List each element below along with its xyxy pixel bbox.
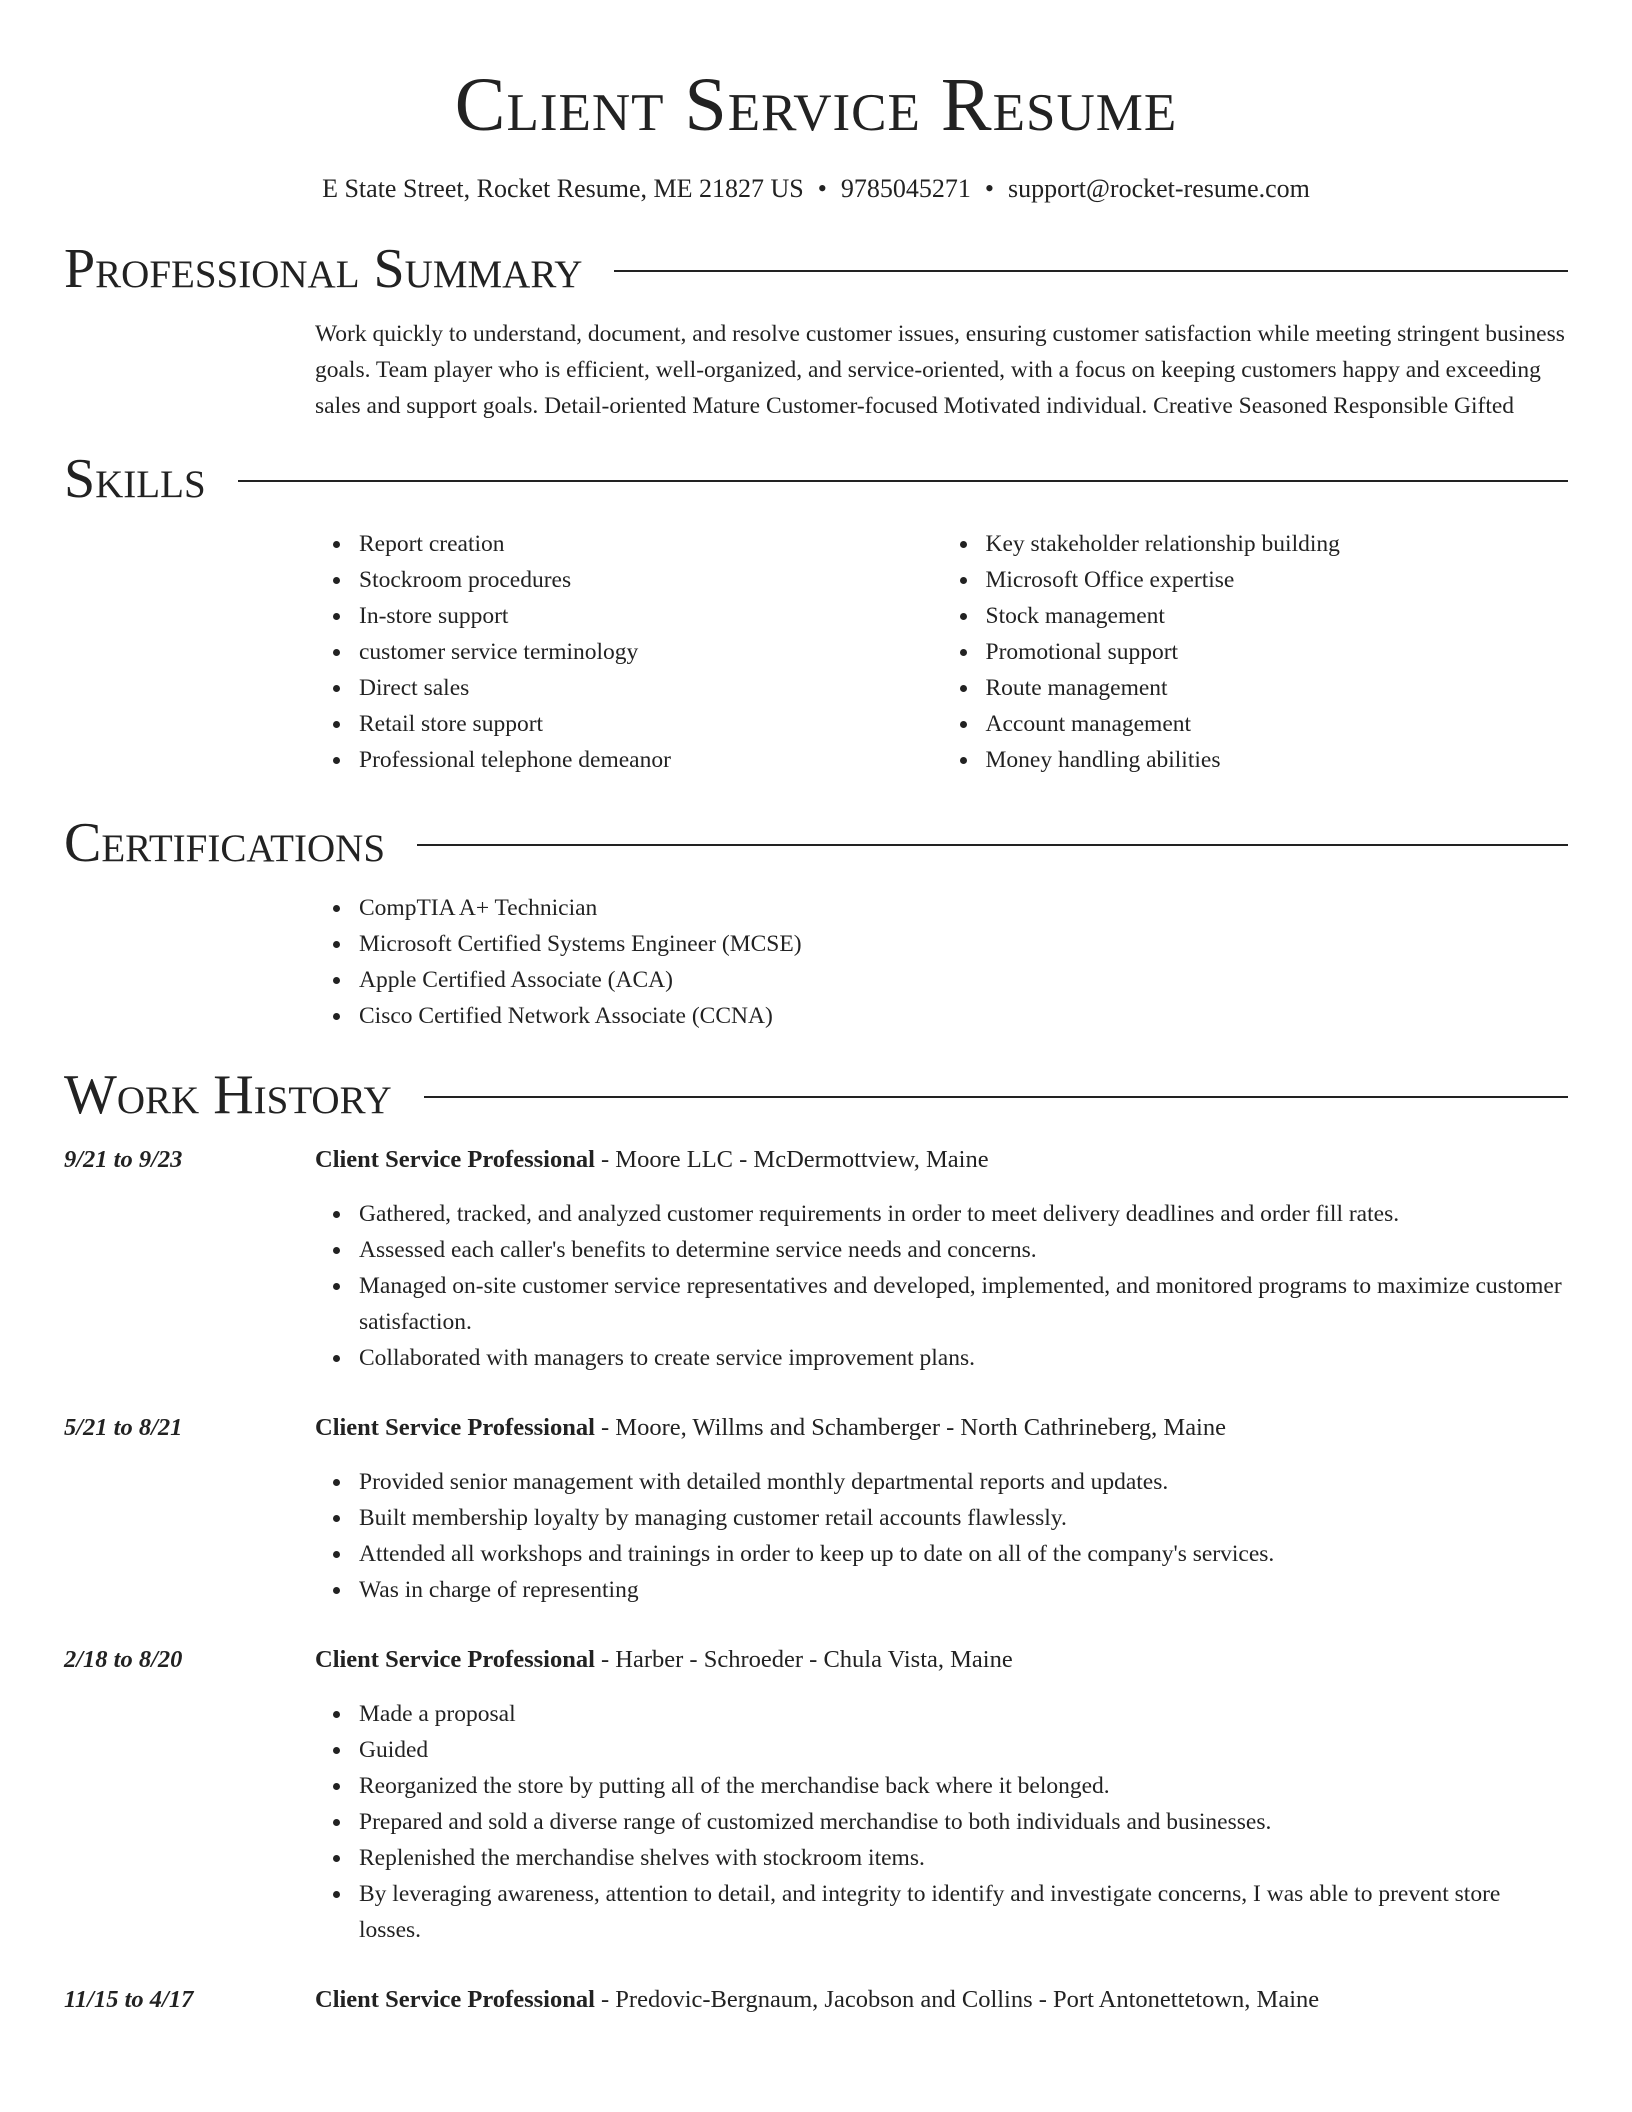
summary-heading-row <box>64 234 1568 304</box>
job-title-line <box>315 1410 1226 1446</box>
job-duty: Made a proposal <box>359 1696 1568 1732</box>
skills-columns <box>315 526 1568 778</box>
certification-item: Apple Certified Associate (ACA) <box>359 962 1568 998</box>
skill-item: Key stakeholder relationship building <box>986 526 1569 562</box>
job-body <box>315 1696 1568 1948</box>
certifications-list <box>315 890 1568 1034</box>
job-entry <box>64 1642 1568 1948</box>
job-duty: Reorganized the store by putting all of the merchandise back where it belonged. <box>359 1768 1568 1804</box>
job-header <box>64 1410 1568 1446</box>
summary-section <box>64 234 1568 424</box>
skills-list-left <box>315 526 942 778</box>
contact-email: support@rocket-resume.com <box>1007 174 1310 203</box>
job-entry <box>64 1410 1568 1608</box>
job-dates: 5/21 to 8/21 <box>64 1414 183 1441</box>
section-rule <box>424 1096 1568 1098</box>
job-dates: 2/18 to 8/20 <box>64 1646 183 1673</box>
job-duty: Gathered, tracked, and analyzed customer requirements in order to meet delivery deadlines and order fill rates. <box>359 1196 1568 1232</box>
job-dates: 11/15 to 4/17 <box>64 1986 194 2013</box>
certifications-heading-row <box>64 808 1568 878</box>
contact-phone: 9785045271 <box>840 174 971 203</box>
certifications-body <box>315 890 1568 1034</box>
resume-title: Client Service Resume <box>454 63 1178 147</box>
job-title: Client Service Professional <box>315 1414 595 1441</box>
skill-item: Microsoft Office expertise <box>986 562 1569 598</box>
contact-address: E State Street, Rocket Resume, ME 21827 US <box>322 174 804 203</box>
section-rule <box>238 480 1568 482</box>
job-employer: - Harber - Schroeder - Chula Vista, Maine <box>594 1646 1013 1673</box>
job-duty: Provided senior management with detailed monthly departmental reports and updates. <box>359 1464 1568 1500</box>
job-duty: Replenished the merchandise shelves with stockroom items. <box>359 1840 1568 1876</box>
summary-text: Work quickly to understand, document, and resolve customer issues, ensuring customer satisfaction while meeting stringent business goals. Team player who is efficient, well-organized, and service-oriented, with a focus on keeping customers happy and exceeding sales and support goals. Detail-oriented Mature Customer-focused Motivated individual. Creative Seasoned Responsible Gifted <box>315 321 1565 419</box>
certification-item: Microsoft Certified Systems Engineer (MCSE) <box>359 926 1568 962</box>
certification-item: Cisco Certified Network Associate (CCNA) <box>359 998 1568 1034</box>
certification-item: CompTIA A+ Technician <box>359 890 1568 926</box>
contact-separator: • <box>817 174 827 203</box>
resume-page <box>64 0 1568 2018</box>
job-employer: - Moore, Willms and Schamberger - North Cathrineberg, Maine <box>594 1414 1226 1441</box>
skills-section <box>64 444 1568 778</box>
job-body <box>315 1464 1568 1608</box>
section-rule <box>614 270 1568 272</box>
job-employer: - Predovic-Bergnaum, Jacobson and Collins - Port Antonettetown, Maine <box>594 1986 1320 2013</box>
skill-item: Promotional support <box>986 634 1569 670</box>
skill-item: Stockroom procedures <box>359 562 942 598</box>
job-title-line <box>315 1982 1319 2018</box>
job-title-line <box>315 1642 1013 1678</box>
job-duty: Built membership loyalty by managing customer retail accounts flawlessly. <box>359 1500 1568 1536</box>
summary-body <box>315 316 1568 424</box>
skill-item: customer service terminology <box>359 634 942 670</box>
job-header <box>64 1982 1568 2018</box>
job-header <box>64 1142 1568 1178</box>
job-duties <box>315 1196 1568 1376</box>
certifications-heading: Certifications <box>64 812 386 874</box>
summary-heading: Professional Summary <box>64 238 583 300</box>
job-duty: Managed on-site customer service representatives and developed, implemented, and monitored programs to maximize customer satisfaction. <box>359 1268 1568 1340</box>
work-history-section <box>64 1060 1568 2018</box>
job-entry <box>64 1982 1568 2018</box>
skill-item: Retail store support <box>359 706 942 742</box>
skill-item: Direct sales <box>359 670 942 706</box>
job-body <box>315 1196 1568 1376</box>
skill-item: Stock management <box>986 598 1569 634</box>
job-duty: Was in charge of representing <box>359 1572 1568 1608</box>
job-duty: Prepared and sold a diverse range of customized merchandise to both individuals and businesses. <box>359 1804 1568 1840</box>
contact-line <box>64 172 1568 206</box>
job-employer: - Moore LLC - McDermottview, Maine <box>594 1146 989 1173</box>
work-history-heading-row <box>64 1060 1568 1130</box>
section-rule <box>417 844 1568 846</box>
job-duty: Guided <box>359 1732 1568 1768</box>
job-title: Client Service Professional <box>315 1146 595 1173</box>
job-title-line <box>315 1142 989 1178</box>
work-history-heading: Work History <box>64 1064 392 1126</box>
job-duties <box>315 1464 1568 1608</box>
job-header <box>64 1642 1568 1678</box>
skills-list-right <box>942 526 1569 778</box>
job-entry <box>64 1142 1568 1376</box>
job-title: Client Service Professional <box>315 1986 595 2013</box>
job-duty: Assessed each caller's benefits to determine service needs and concerns. <box>359 1232 1568 1268</box>
skill-item: Money handling abilities <box>986 742 1569 778</box>
skills-heading: Skills <box>64 448 206 510</box>
certifications-section <box>64 808 1568 1034</box>
job-dates: 9/21 to 9/23 <box>64 1146 183 1173</box>
job-duty: By leveraging awareness, attention to detail, and integrity to identify and investigate concerns, I was able to prevent store losses. <box>359 1876 1568 1948</box>
job-duty: Attended all workshops and trainings in order to keep up to date on all of the company's services. <box>359 1536 1568 1572</box>
skill-item: In-store support <box>359 598 942 634</box>
contact-separator: • <box>984 174 994 203</box>
skill-item: Professional telephone demeanor <box>359 742 942 778</box>
job-duties <box>315 1696 1568 1948</box>
skill-item: Report creation <box>359 526 942 562</box>
skills-heading-row <box>64 444 1568 514</box>
skill-item: Account management <box>986 706 1569 742</box>
job-duty: Collaborated with managers to create service improvement plans. <box>359 1340 1568 1376</box>
job-title: Client Service Professional <box>315 1646 595 1673</box>
skill-item: Route management <box>986 670 1569 706</box>
